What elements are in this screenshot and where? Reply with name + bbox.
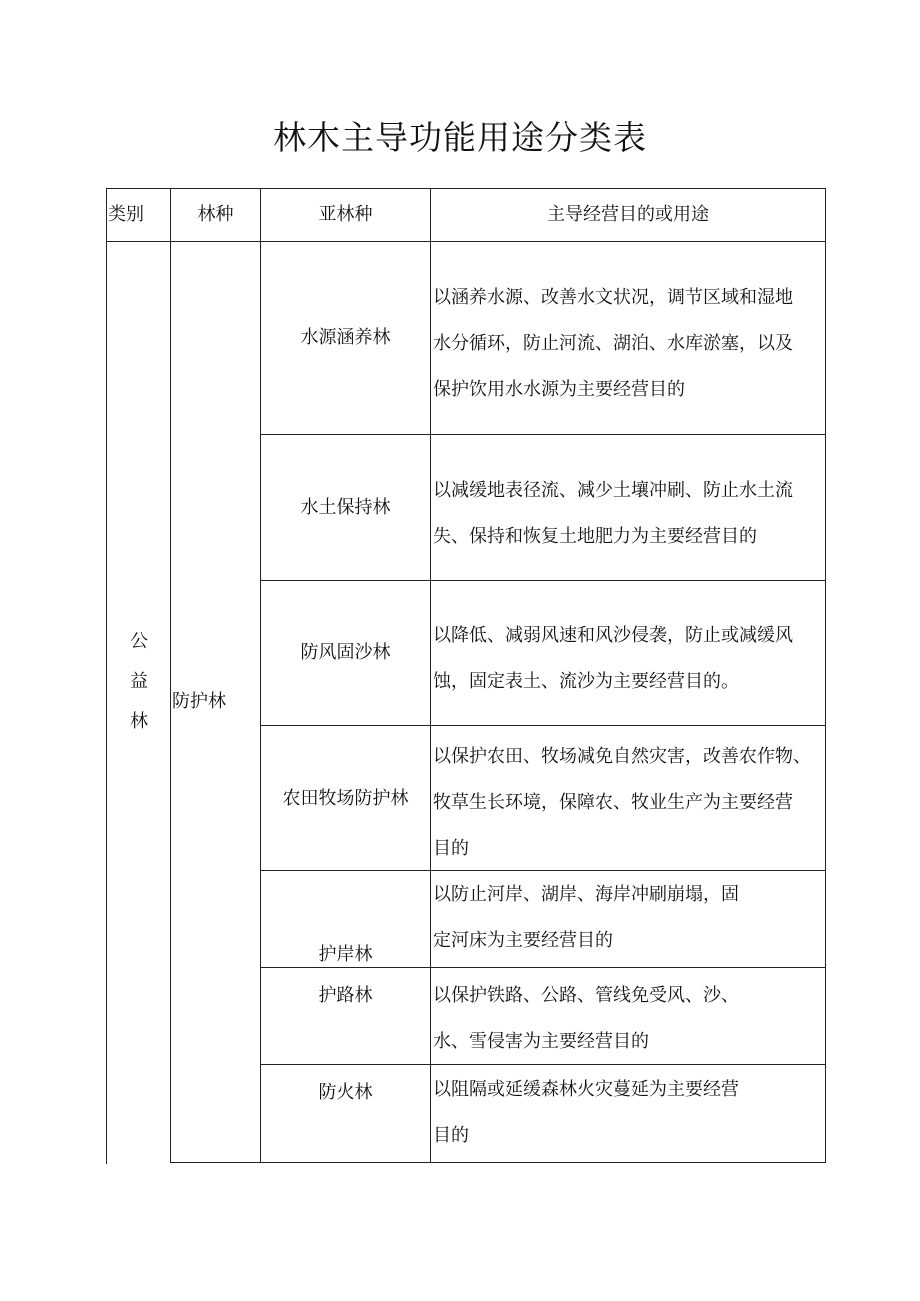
purpose-cell (433, 468, 825, 560)
page-title: 林木主导功能用途分类表 (273, 118, 647, 157)
header-category: 类别 (108, 204, 144, 225)
purpose-line: 目的 (433, 838, 469, 859)
category-char: 公 (130, 631, 148, 652)
forest-type-cell: 防护林 (172, 691, 226, 712)
purpose-line: 保护饮用水水源为主要经营目的 (433, 379, 685, 400)
sub-type-cell: 水源涵养林 (300, 327, 391, 348)
sub-type-cell: 护路林 (318, 985, 373, 1006)
purpose-line: 以减缓地表径流、减少土壤冲刷、防止水土流 (433, 480, 793, 501)
purpose-line: 蚀，固定表土、流沙为主要经营目的。 (433, 671, 739, 692)
purpose-cell (433, 1067, 825, 1159)
purpose-line: 失、保持和恢复土地肥力为主要经营目的 (433, 526, 757, 547)
sub-type-cell: 护岸林 (318, 944, 373, 965)
purpose-line: 定河床为主要经营目的 (433, 930, 613, 951)
purpose-cell (433, 973, 825, 1065)
purpose-line: 以涵养水源、改善水文状况，调节区域和湿地 (433, 287, 793, 308)
purpose-line: 目的 (433, 1125, 469, 1146)
sub-type-cell: 水土保持林 (300, 497, 391, 518)
category-char: 益 (130, 671, 148, 692)
purpose-line: 以阻隔或延缓森林火灾蔓延为主要经营 (433, 1079, 739, 1100)
category-char: 林 (130, 711, 148, 732)
purpose-line: 水、雪侵害为主要经营目的 (433, 1031, 649, 1052)
header-purpose: 主导经营目的或用途 (547, 204, 709, 225)
purpose-line: 以保护农田、牧场减免自然灾害，改善农作物、 (433, 746, 811, 767)
purpose-line: 以降低、减弱风速和风沙侵袭，防止或减缓风 (433, 625, 793, 646)
sub-type-cell: 防风固沙林 (300, 642, 391, 663)
purpose-cell (433, 734, 825, 872)
purpose-line: 以防止河岸、湖岸、海岸冲刷崩塌，固 (433, 884, 739, 905)
sub-type-cell: 防火林 (318, 1082, 373, 1103)
purpose-line: 牧草生长环境，保障农、牧业生产为主要经营 (433, 792, 793, 813)
header-forest-type: 林种 (197, 204, 234, 225)
purpose-cell (433, 275, 825, 413)
sub-type-cell: 农田牧场防护林 (282, 788, 409, 809)
purpose-cell (433, 613, 825, 705)
header-sub-type: 亚林种 (318, 204, 373, 225)
purpose-cell (433, 872, 825, 964)
purpose-line: 水分循环，防止河流、湖泊、水库淤塞，以及 (433, 333, 793, 354)
purpose-line: 以保护铁路、公路、管线免受风、沙、 (433, 985, 739, 1006)
